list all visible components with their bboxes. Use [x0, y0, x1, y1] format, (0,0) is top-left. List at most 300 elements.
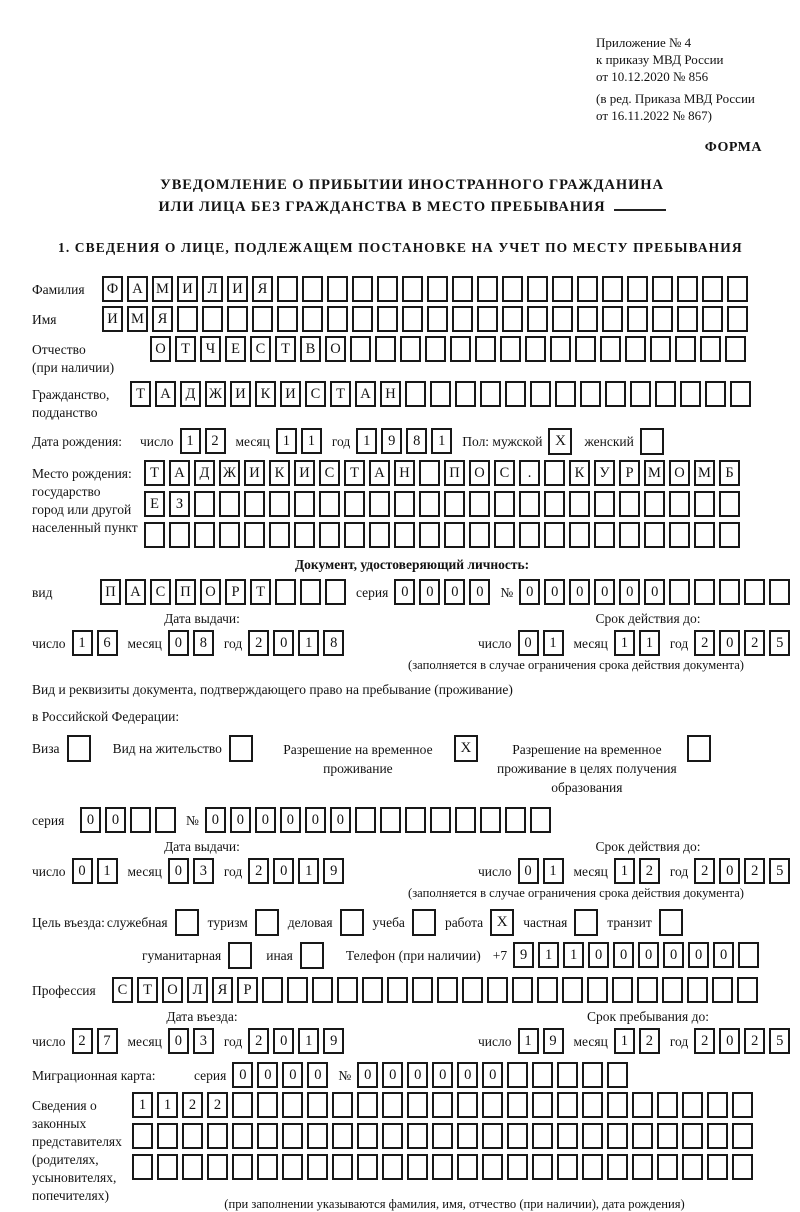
char-cell[interactable]: 2: [694, 858, 715, 884]
char-cell[interactable]: Н: [394, 460, 415, 486]
char-cell[interactable]: [525, 336, 546, 362]
char-cell[interactable]: 1: [563, 942, 584, 968]
char-cell[interactable]: [482, 1123, 503, 1149]
char-cell[interactable]: [562, 977, 583, 1003]
char-cell[interactable]: 0: [613, 942, 634, 968]
char-cell[interactable]: [682, 1092, 703, 1118]
char-cell[interactable]: [552, 306, 573, 332]
char-cell[interactable]: 2: [744, 630, 765, 656]
char-cell[interactable]: Б: [719, 460, 740, 486]
char-cell[interactable]: 1: [639, 630, 660, 656]
char-cell[interactable]: 7: [97, 1028, 118, 1054]
char-cell[interactable]: [507, 1123, 528, 1149]
char-cell[interactable]: [332, 1154, 353, 1180]
char-cell[interactable]: 0: [444, 579, 465, 605]
char-cell[interactable]: [502, 276, 523, 302]
char-cell[interactable]: 0: [232, 1062, 253, 1088]
char-cell[interactable]: [582, 1123, 603, 1149]
char-cell[interactable]: 1: [356, 428, 377, 454]
char-cell[interactable]: [257, 1154, 278, 1180]
char-cell[interactable]: [594, 522, 615, 548]
char-cell[interactable]: В: [300, 336, 321, 362]
purpose-private-checkbox[interactable]: [574, 909, 598, 936]
char-cell[interactable]: 1: [72, 630, 93, 656]
char-cell[interactable]: [244, 491, 265, 517]
char-cell[interactable]: [207, 1154, 228, 1180]
char-cell[interactable]: [738, 942, 759, 968]
char-cell[interactable]: [427, 306, 448, 332]
char-cell[interactable]: [207, 1123, 228, 1149]
char-cell[interactable]: 0: [588, 942, 609, 968]
char-cell[interactable]: [619, 522, 640, 548]
char-cell[interactable]: 0: [518, 858, 539, 884]
char-cell[interactable]: [457, 1092, 478, 1118]
char-cell[interactable]: М: [152, 276, 173, 302]
char-cell[interactable]: А: [125, 579, 146, 605]
char-cell[interactable]: О: [162, 977, 183, 1003]
char-cell[interactable]: [705, 381, 726, 407]
residence-permit-checkbox[interactable]: [229, 735, 253, 762]
char-cell[interactable]: 1: [614, 858, 635, 884]
char-cell[interactable]: А: [169, 460, 190, 486]
char-cell[interactable]: 2: [205, 428, 226, 454]
char-cell[interactable]: [632, 1123, 653, 1149]
char-cell[interactable]: [575, 336, 596, 362]
char-cell[interactable]: Т: [130, 381, 151, 407]
char-cell[interactable]: [427, 276, 448, 302]
char-cell[interactable]: [719, 579, 740, 605]
char-cell[interactable]: [277, 306, 298, 332]
char-cell[interactable]: О: [200, 579, 221, 605]
char-cell[interactable]: 0: [407, 1062, 428, 1088]
char-cell[interactable]: [450, 336, 471, 362]
char-cell[interactable]: [307, 1154, 328, 1180]
char-cell[interactable]: [282, 1123, 303, 1149]
char-cell[interactable]: [462, 977, 483, 1003]
char-cell[interactable]: 9: [323, 1028, 344, 1054]
char-cell[interactable]: [557, 1092, 578, 1118]
char-cell[interactable]: [569, 491, 590, 517]
char-cell[interactable]: Ф: [102, 276, 123, 302]
char-cell[interactable]: [605, 381, 626, 407]
char-cell[interactable]: Т: [275, 336, 296, 362]
purpose-transit-checkbox[interactable]: [659, 909, 683, 936]
char-cell[interactable]: 0: [663, 942, 684, 968]
char-cell[interactable]: 0: [457, 1062, 478, 1088]
char-cell[interactable]: 5: [769, 630, 790, 656]
char-cell[interactable]: [457, 1123, 478, 1149]
char-cell[interactable]: [500, 336, 521, 362]
char-cell[interactable]: Я: [212, 977, 233, 1003]
char-cell[interactable]: [232, 1154, 253, 1180]
char-cell[interactable]: [657, 1092, 678, 1118]
char-cell[interactable]: [530, 381, 551, 407]
char-cell[interactable]: 0: [719, 1028, 740, 1054]
char-cell[interactable]: [607, 1062, 628, 1088]
char-cell[interactable]: [487, 977, 508, 1003]
char-cell[interactable]: [157, 1154, 178, 1180]
char-cell[interactable]: [337, 977, 358, 1003]
char-cell[interactable]: А: [369, 460, 390, 486]
char-cell[interactable]: И: [102, 306, 123, 332]
char-cell[interactable]: [669, 579, 690, 605]
char-cell[interactable]: [702, 306, 723, 332]
char-cell[interactable]: [682, 1123, 703, 1149]
char-cell[interactable]: И: [244, 460, 265, 486]
char-cell[interactable]: [637, 977, 658, 1003]
char-cell[interactable]: 1: [298, 858, 319, 884]
purpose-business-trip-checkbox[interactable]: [175, 909, 199, 936]
char-cell[interactable]: Ч: [200, 336, 221, 362]
char-cell[interactable]: [357, 1123, 378, 1149]
char-cell[interactable]: 0: [307, 1062, 328, 1088]
char-cell[interactable]: [130, 807, 151, 833]
char-cell[interactable]: [602, 306, 623, 332]
char-cell[interactable]: 0: [230, 807, 251, 833]
char-cell[interactable]: [469, 522, 490, 548]
char-cell[interactable]: [569, 522, 590, 548]
char-cell[interactable]: Я: [152, 306, 173, 332]
char-cell[interactable]: 0: [518, 630, 539, 656]
char-cell[interactable]: [344, 491, 365, 517]
char-cell[interactable]: [632, 1154, 653, 1180]
char-cell[interactable]: У: [594, 460, 615, 486]
char-cell[interactable]: 0: [432, 1062, 453, 1088]
char-cell[interactable]: [144, 522, 165, 548]
char-cell[interactable]: [312, 977, 333, 1003]
purpose-business-checkbox[interactable]: [340, 909, 364, 936]
char-cell[interactable]: [407, 1092, 428, 1118]
char-cell[interactable]: 0: [569, 579, 590, 605]
char-cell[interactable]: Л: [202, 276, 223, 302]
char-cell[interactable]: [307, 1123, 328, 1149]
char-cell[interactable]: [194, 522, 215, 548]
char-cell[interactable]: [275, 579, 296, 605]
char-cell[interactable]: [494, 491, 515, 517]
char-cell[interactable]: С: [494, 460, 515, 486]
char-cell[interactable]: А: [155, 381, 176, 407]
char-cell[interactable]: [177, 306, 198, 332]
char-cell[interactable]: [475, 336, 496, 362]
char-cell[interactable]: 0: [273, 1028, 294, 1054]
char-cell[interactable]: [307, 1092, 328, 1118]
char-cell[interactable]: [727, 276, 748, 302]
char-cell[interactable]: [232, 1092, 253, 1118]
char-cell[interactable]: [132, 1123, 153, 1149]
purpose-work-checkbox[interactable]: X: [490, 909, 514, 936]
char-cell[interactable]: [157, 1123, 178, 1149]
char-cell[interactable]: А: [355, 381, 376, 407]
char-cell[interactable]: 0: [713, 942, 734, 968]
char-cell[interactable]: [480, 807, 501, 833]
char-cell[interactable]: [352, 276, 373, 302]
char-cell[interactable]: 0: [205, 807, 226, 833]
char-cell[interactable]: 3: [193, 1028, 214, 1054]
char-cell[interactable]: [194, 491, 215, 517]
char-cell[interactable]: 1: [298, 630, 319, 656]
char-cell[interactable]: 1: [614, 1028, 635, 1054]
char-cell[interactable]: [519, 491, 540, 517]
char-cell[interactable]: 2: [694, 1028, 715, 1054]
char-cell[interactable]: [732, 1154, 753, 1180]
char-cell[interactable]: Н: [380, 381, 401, 407]
char-cell[interactable]: 2: [248, 858, 269, 884]
char-cell[interactable]: [632, 1092, 653, 1118]
char-cell[interactable]: О: [325, 336, 346, 362]
char-cell[interactable]: [302, 306, 323, 332]
char-cell[interactable]: [394, 522, 415, 548]
char-cell[interactable]: [319, 522, 340, 548]
char-cell[interactable]: [707, 1123, 728, 1149]
char-cell[interactable]: [769, 579, 790, 605]
char-cell[interactable]: [282, 1092, 303, 1118]
char-cell[interactable]: [202, 306, 223, 332]
char-cell[interactable]: [400, 336, 421, 362]
char-cell[interactable]: [557, 1154, 578, 1180]
char-cell[interactable]: 2: [248, 630, 269, 656]
char-cell[interactable]: 0: [168, 858, 189, 884]
char-cell[interactable]: [344, 522, 365, 548]
char-cell[interactable]: [507, 1062, 528, 1088]
char-cell[interactable]: 9: [323, 858, 344, 884]
char-cell[interactable]: [582, 1062, 603, 1088]
char-cell[interactable]: Т: [175, 336, 196, 362]
char-cell[interactable]: 0: [330, 807, 351, 833]
char-cell[interactable]: [652, 276, 673, 302]
char-cell[interactable]: С: [305, 381, 326, 407]
char-cell[interactable]: [155, 807, 176, 833]
char-cell[interactable]: [357, 1092, 378, 1118]
char-cell[interactable]: [294, 522, 315, 548]
char-cell[interactable]: А: [127, 276, 148, 302]
char-cell[interactable]: [725, 336, 746, 362]
char-cell[interactable]: [532, 1062, 553, 1088]
char-cell[interactable]: Л: [187, 977, 208, 1003]
char-cell[interactable]: 2: [248, 1028, 269, 1054]
char-cell[interactable]: [407, 1123, 428, 1149]
temp-residence-checkbox[interactable]: X: [454, 735, 478, 762]
char-cell[interactable]: 1: [538, 942, 559, 968]
char-cell[interactable]: [444, 522, 465, 548]
char-cell[interactable]: [607, 1154, 628, 1180]
char-cell[interactable]: Я: [252, 276, 273, 302]
char-cell[interactable]: [287, 977, 308, 1003]
char-cell[interactable]: [719, 522, 740, 548]
char-cell[interactable]: 1: [157, 1092, 178, 1118]
char-cell[interactable]: [627, 276, 648, 302]
char-cell[interactable]: [132, 1154, 153, 1180]
char-cell[interactable]: З: [169, 491, 190, 517]
char-cell[interactable]: [432, 1123, 453, 1149]
char-cell[interactable]: [457, 1154, 478, 1180]
char-cell[interactable]: [544, 491, 565, 517]
char-cell[interactable]: К: [269, 460, 290, 486]
char-cell[interactable]: [537, 977, 558, 1003]
char-cell[interactable]: [394, 491, 415, 517]
char-cell[interactable]: 5: [769, 1028, 790, 1054]
char-cell[interactable]: 1: [301, 428, 322, 454]
char-cell[interactable]: Т: [344, 460, 365, 486]
char-cell[interactable]: [405, 381, 426, 407]
char-cell[interactable]: [694, 491, 715, 517]
char-cell[interactable]: [544, 460, 565, 486]
char-cell[interactable]: 1: [543, 858, 564, 884]
char-cell[interactable]: [169, 522, 190, 548]
char-cell[interactable]: 0: [305, 807, 326, 833]
char-cell[interactable]: [377, 306, 398, 332]
char-cell[interactable]: О: [669, 460, 690, 486]
purpose-humanitarian-checkbox[interactable]: [228, 942, 252, 969]
char-cell[interactable]: [455, 807, 476, 833]
char-cell[interactable]: [532, 1123, 553, 1149]
char-cell[interactable]: [382, 1092, 403, 1118]
char-cell[interactable]: [327, 276, 348, 302]
char-cell[interactable]: 2: [694, 630, 715, 656]
char-cell[interactable]: Т: [137, 977, 158, 1003]
char-cell[interactable]: [419, 522, 440, 548]
char-cell[interactable]: 2: [744, 1028, 765, 1054]
char-cell[interactable]: 1: [97, 858, 118, 884]
char-cell[interactable]: [677, 276, 698, 302]
char-cell[interactable]: 0: [282, 1062, 303, 1088]
char-cell[interactable]: И: [294, 460, 315, 486]
char-cell[interactable]: [532, 1154, 553, 1180]
char-cell[interactable]: П: [100, 579, 121, 605]
char-cell[interactable]: [600, 336, 621, 362]
char-cell[interactable]: 1: [543, 630, 564, 656]
char-cell[interactable]: [527, 306, 548, 332]
char-cell[interactable]: [732, 1123, 753, 1149]
char-cell[interactable]: [669, 522, 690, 548]
char-cell[interactable]: [269, 491, 290, 517]
char-cell[interactable]: [707, 1092, 728, 1118]
char-cell[interactable]: [219, 491, 240, 517]
char-cell[interactable]: [644, 522, 665, 548]
char-cell[interactable]: 0: [638, 942, 659, 968]
purpose-other-checkbox[interactable]: [300, 942, 324, 969]
char-cell[interactable]: [527, 276, 548, 302]
char-cell[interactable]: Т: [330, 381, 351, 407]
char-cell[interactable]: [380, 807, 401, 833]
char-cell[interactable]: [350, 336, 371, 362]
char-cell[interactable]: [682, 1154, 703, 1180]
char-cell[interactable]: [219, 522, 240, 548]
char-cell[interactable]: [325, 579, 346, 605]
char-cell[interactable]: [405, 807, 426, 833]
char-cell[interactable]: [657, 1154, 678, 1180]
char-cell[interactable]: 6: [97, 630, 118, 656]
char-cell[interactable]: [469, 491, 490, 517]
char-cell[interactable]: [505, 807, 526, 833]
char-cell[interactable]: [702, 276, 723, 302]
char-cell[interactable]: Д: [194, 460, 215, 486]
char-cell[interactable]: Ж: [219, 460, 240, 486]
char-cell[interactable]: [430, 381, 451, 407]
char-cell[interactable]: [382, 1154, 403, 1180]
char-cell[interactable]: Е: [144, 491, 165, 517]
char-cell[interactable]: [282, 1154, 303, 1180]
char-cell[interactable]: [694, 579, 715, 605]
char-cell[interactable]: 0: [357, 1062, 378, 1088]
char-cell[interactable]: [369, 491, 390, 517]
char-cell[interactable]: Р: [619, 460, 640, 486]
char-cell[interactable]: 0: [544, 579, 565, 605]
char-cell[interactable]: 0: [72, 858, 93, 884]
char-cell[interactable]: [387, 977, 408, 1003]
char-cell[interactable]: И: [227, 276, 248, 302]
char-cell[interactable]: [269, 522, 290, 548]
char-cell[interactable]: [627, 306, 648, 332]
char-cell[interactable]: [262, 977, 283, 1003]
char-cell[interactable]: [257, 1092, 278, 1118]
char-cell[interactable]: [607, 1092, 628, 1118]
char-cell[interactable]: [662, 977, 683, 1003]
char-cell[interactable]: 9: [513, 942, 534, 968]
char-cell[interactable]: 0: [273, 630, 294, 656]
char-cell[interactable]: [507, 1154, 528, 1180]
char-cell[interactable]: [669, 491, 690, 517]
char-cell[interactable]: О: [469, 460, 490, 486]
char-cell[interactable]: [582, 1092, 603, 1118]
char-cell[interactable]: [327, 306, 348, 332]
char-cell[interactable]: [477, 306, 498, 332]
char-cell[interactable]: [419, 460, 440, 486]
char-cell[interactable]: [732, 1092, 753, 1118]
char-cell[interactable]: 9: [543, 1028, 564, 1054]
char-cell[interactable]: [577, 276, 598, 302]
char-cell[interactable]: [402, 276, 423, 302]
char-cell[interactable]: [644, 491, 665, 517]
visa-checkbox[interactable]: [67, 735, 91, 762]
char-cell[interactable]: [362, 977, 383, 1003]
char-cell[interactable]: [419, 491, 440, 517]
char-cell[interactable]: [277, 276, 298, 302]
char-cell[interactable]: 1: [298, 1028, 319, 1054]
char-cell[interactable]: 5: [769, 858, 790, 884]
char-cell[interactable]: [652, 306, 673, 332]
char-cell[interactable]: [677, 306, 698, 332]
char-cell[interactable]: С: [150, 579, 171, 605]
char-cell[interactable]: 2: [72, 1028, 93, 1054]
char-cell[interactable]: 0: [469, 579, 490, 605]
char-cell[interactable]: 2: [744, 858, 765, 884]
char-cell[interactable]: 0: [644, 579, 665, 605]
char-cell[interactable]: М: [694, 460, 715, 486]
purpose-tourism-checkbox[interactable]: [255, 909, 279, 936]
char-cell[interactable]: 9: [381, 428, 402, 454]
char-cell[interactable]: [444, 491, 465, 517]
char-cell[interactable]: М: [644, 460, 665, 486]
char-cell[interactable]: 3: [193, 858, 214, 884]
char-cell[interactable]: [352, 306, 373, 332]
char-cell[interactable]: [369, 522, 390, 548]
char-cell[interactable]: [625, 336, 646, 362]
char-cell[interactable]: .: [519, 460, 540, 486]
char-cell[interactable]: [182, 1154, 203, 1180]
char-cell[interactable]: [227, 306, 248, 332]
char-cell[interactable]: 1: [276, 428, 297, 454]
char-cell[interactable]: [494, 522, 515, 548]
char-cell[interactable]: [244, 522, 265, 548]
char-cell[interactable]: 0: [419, 579, 440, 605]
char-cell[interactable]: Т: [144, 460, 165, 486]
char-cell[interactable]: [430, 807, 451, 833]
char-cell[interactable]: Р: [237, 977, 258, 1003]
char-cell[interactable]: 8: [406, 428, 427, 454]
char-cell[interactable]: С: [112, 977, 133, 1003]
char-cell[interactable]: 1: [614, 630, 635, 656]
char-cell[interactable]: [680, 381, 701, 407]
